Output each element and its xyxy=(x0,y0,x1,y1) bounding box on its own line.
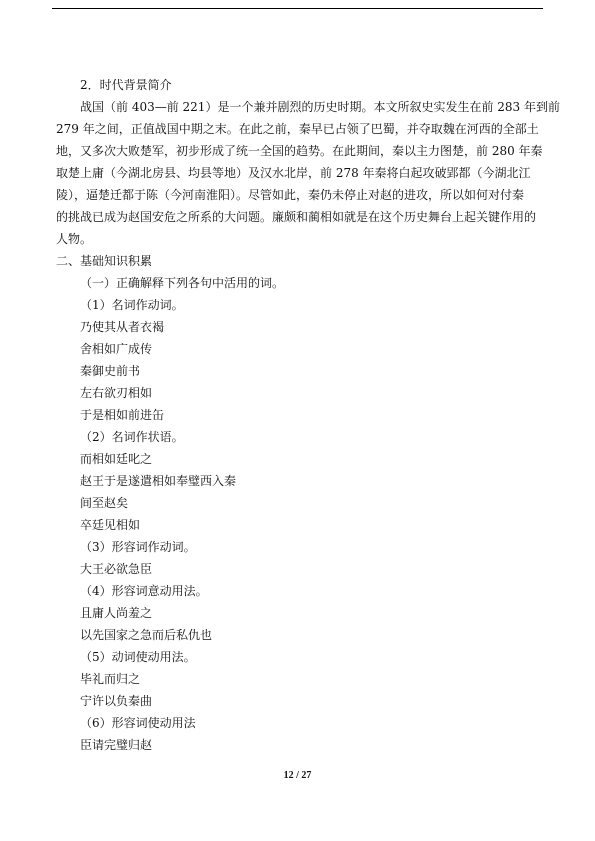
example-sentence: 以先国家之急而后私仇也 xyxy=(80,628,213,642)
paragraph-line: 279 年之间，正值战国中期之末。在此之前，秦早已占领了巴蜀，并夺取魏在河西的全部土 xyxy=(56,122,539,136)
paragraph-line: 战国（前 403—前 221）是一个兼并剧烈的历史时期。本文所叙史实发生在前 283 年到前 xyxy=(80,100,560,114)
page-number: 12 / 27 xyxy=(283,770,312,781)
example-sentence: 秦御史前书 xyxy=(80,364,141,378)
category-heading: （2）名词作状语。 xyxy=(80,430,184,444)
example-sentence: 乃使其从者衣褐 xyxy=(80,320,165,334)
category-heading: （1）名词作动词。 xyxy=(80,298,184,312)
category-heading: （5）动词使动用法。 xyxy=(80,650,196,664)
part-heading-knowledge: 二、基础知识积累 xyxy=(56,254,153,268)
subsection-heading: （一）正确解释下列各句中活用的词。 xyxy=(80,276,285,290)
example-sentence: 臣请完璧归赵 xyxy=(80,738,153,752)
paragraph-line: 陵），逼楚迁都于陈（今河南淮阳）。尽管如此，秦仍未停止对赵的进攻，所以如何对付秦 xyxy=(56,188,525,202)
paragraph-line: 地，又多次大败楚军，初步形成了统一全国的趋势。在此期间，秦以主力图楚，前 280 年秦 xyxy=(56,144,543,158)
category-heading: （4）形容词意动用法。 xyxy=(80,584,208,598)
page-top-rule xyxy=(52,8,543,9)
example-sentence: 宁许以负秦曲 xyxy=(80,694,153,708)
example-sentence: 而相如廷叱之 xyxy=(80,452,153,466)
background-paragraph xyxy=(56,96,560,250)
exercise-list xyxy=(56,294,540,756)
paragraph-line: 取楚上庸（今湖北房县、均县等地）及汉水北岸，前 278 年秦将白起攻破郢都（今湖北江 xyxy=(56,166,531,180)
example-sentence: 于是相如前进缶 xyxy=(80,408,165,422)
example-sentence: 大王必欲急臣 xyxy=(80,562,153,576)
example-sentence: 舍相如广成传 xyxy=(80,342,153,356)
section-heading-background: 2．时代背景简介 xyxy=(80,78,172,92)
example-sentence: 间至赵矣 xyxy=(80,496,129,510)
document-body xyxy=(56,74,560,756)
example-sentence: 赵王于是遂遣相如奉璧西入秦 xyxy=(80,474,237,488)
category-heading: （3）形容词作动词。 xyxy=(80,540,196,554)
example-sentence: 卒廷见相如 xyxy=(80,518,141,532)
example-sentence: 毕礼而归之 xyxy=(80,672,141,686)
category-heading: （6）形容词使动用法 xyxy=(80,716,196,730)
example-sentence: 左右欲刃相如 xyxy=(80,386,153,400)
example-sentence: 且庸人尚羞之 xyxy=(80,606,153,620)
paragraph-line: 人物。 xyxy=(56,232,93,246)
paragraph-line: 的挑战已成为赵国安危之所系的大问题。廉颇和蔺相如就是在这个历史舞台上起关键作用的 xyxy=(56,210,537,224)
